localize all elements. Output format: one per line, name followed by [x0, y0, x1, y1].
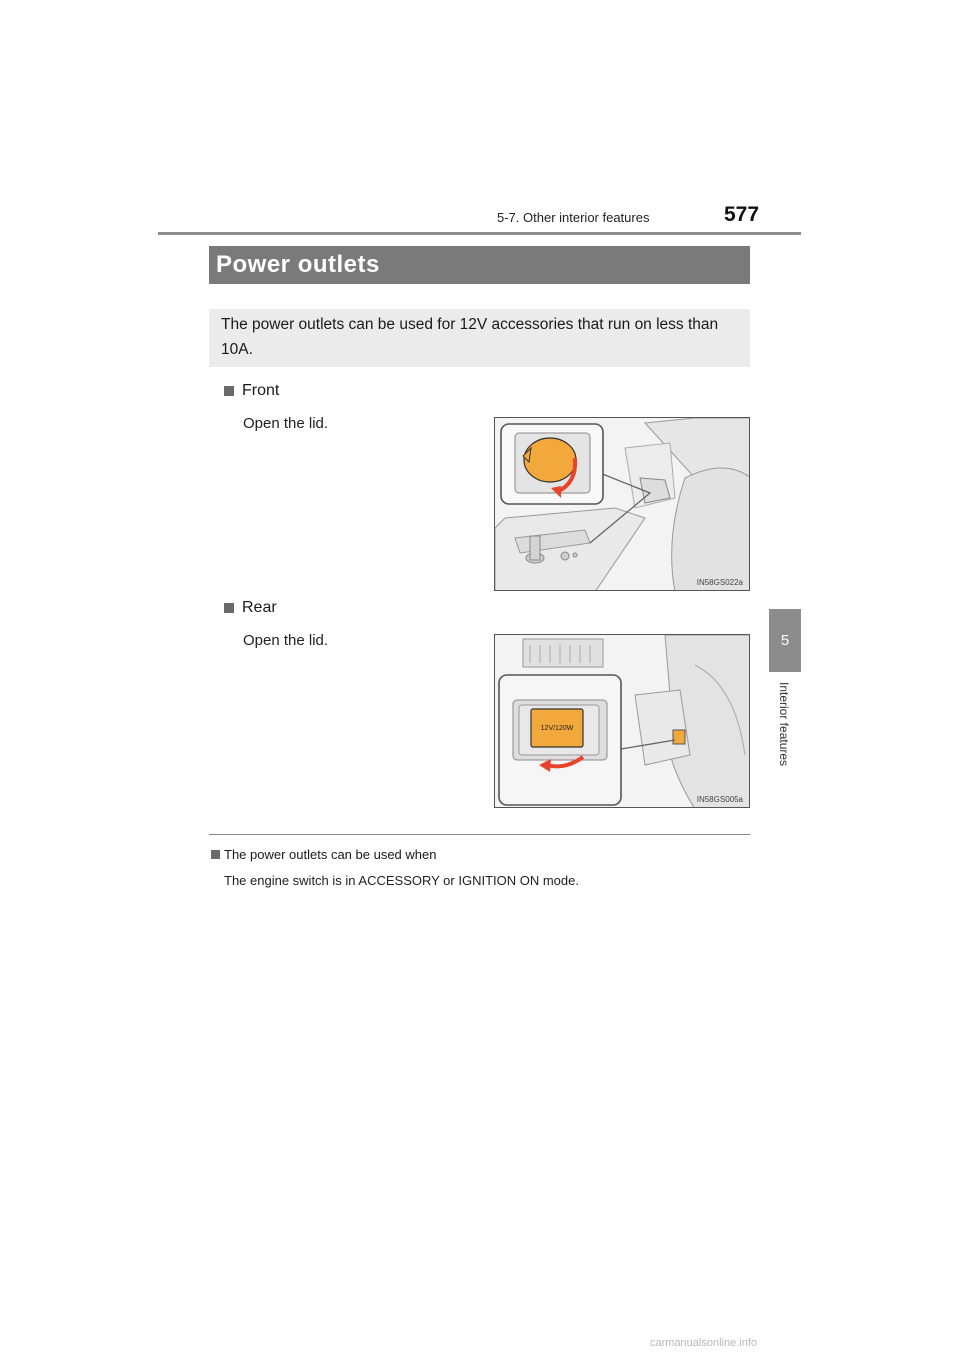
- square-bullet-icon: [224, 603, 234, 613]
- square-bullet-icon: [224, 386, 234, 396]
- rear-console-drawing: [495, 635, 750, 808]
- front-heading: [224, 382, 279, 400]
- chapter-number: 5: [780, 632, 790, 649]
- front-console-drawing: [495, 418, 750, 591]
- rear-heading: [224, 599, 277, 617]
- note-divider: [209, 834, 750, 835]
- square-bullet-icon: [211, 850, 220, 859]
- front-outlet-illustration: [494, 417, 750, 591]
- rear-lid-label: 12V/120W: [540, 725, 574, 732]
- rear-heading-label: Rear: [242, 599, 277, 616]
- chapter-tab: [769, 609, 801, 672]
- header-divider: [158, 232, 801, 235]
- rear-figure-code: IN58GS005a: [696, 795, 743, 804]
- front-figure-code: IN58GS022a: [696, 578, 743, 587]
- header-section-title: 5-7. Other interior features: [497, 210, 650, 225]
- rear-outlet-illustration: [494, 634, 750, 808]
- intro-box: [209, 309, 750, 367]
- note-text: The engine switch is in ACCESSORY or IGNITION ON mode.: [224, 873, 579, 888]
- note-heading-label: The power outlets can be used when: [224, 847, 437, 862]
- note-heading: [211, 847, 436, 862]
- chapter-label: Interior features: [777, 682, 791, 767]
- site-watermark: carmanualsonline.info: [650, 1337, 758, 1349]
- front-step: Open the lid.: [243, 415, 329, 432]
- front-heading-label: Front: [242, 382, 280, 399]
- page-number: 577: [724, 203, 760, 226]
- intro-text: The power outlets can be used for 12V accessories that run on less than 10A.: [221, 316, 719, 358]
- rear-step: Open the lid.: [243, 632, 329, 649]
- page-title: Power outlets: [209, 246, 750, 284]
